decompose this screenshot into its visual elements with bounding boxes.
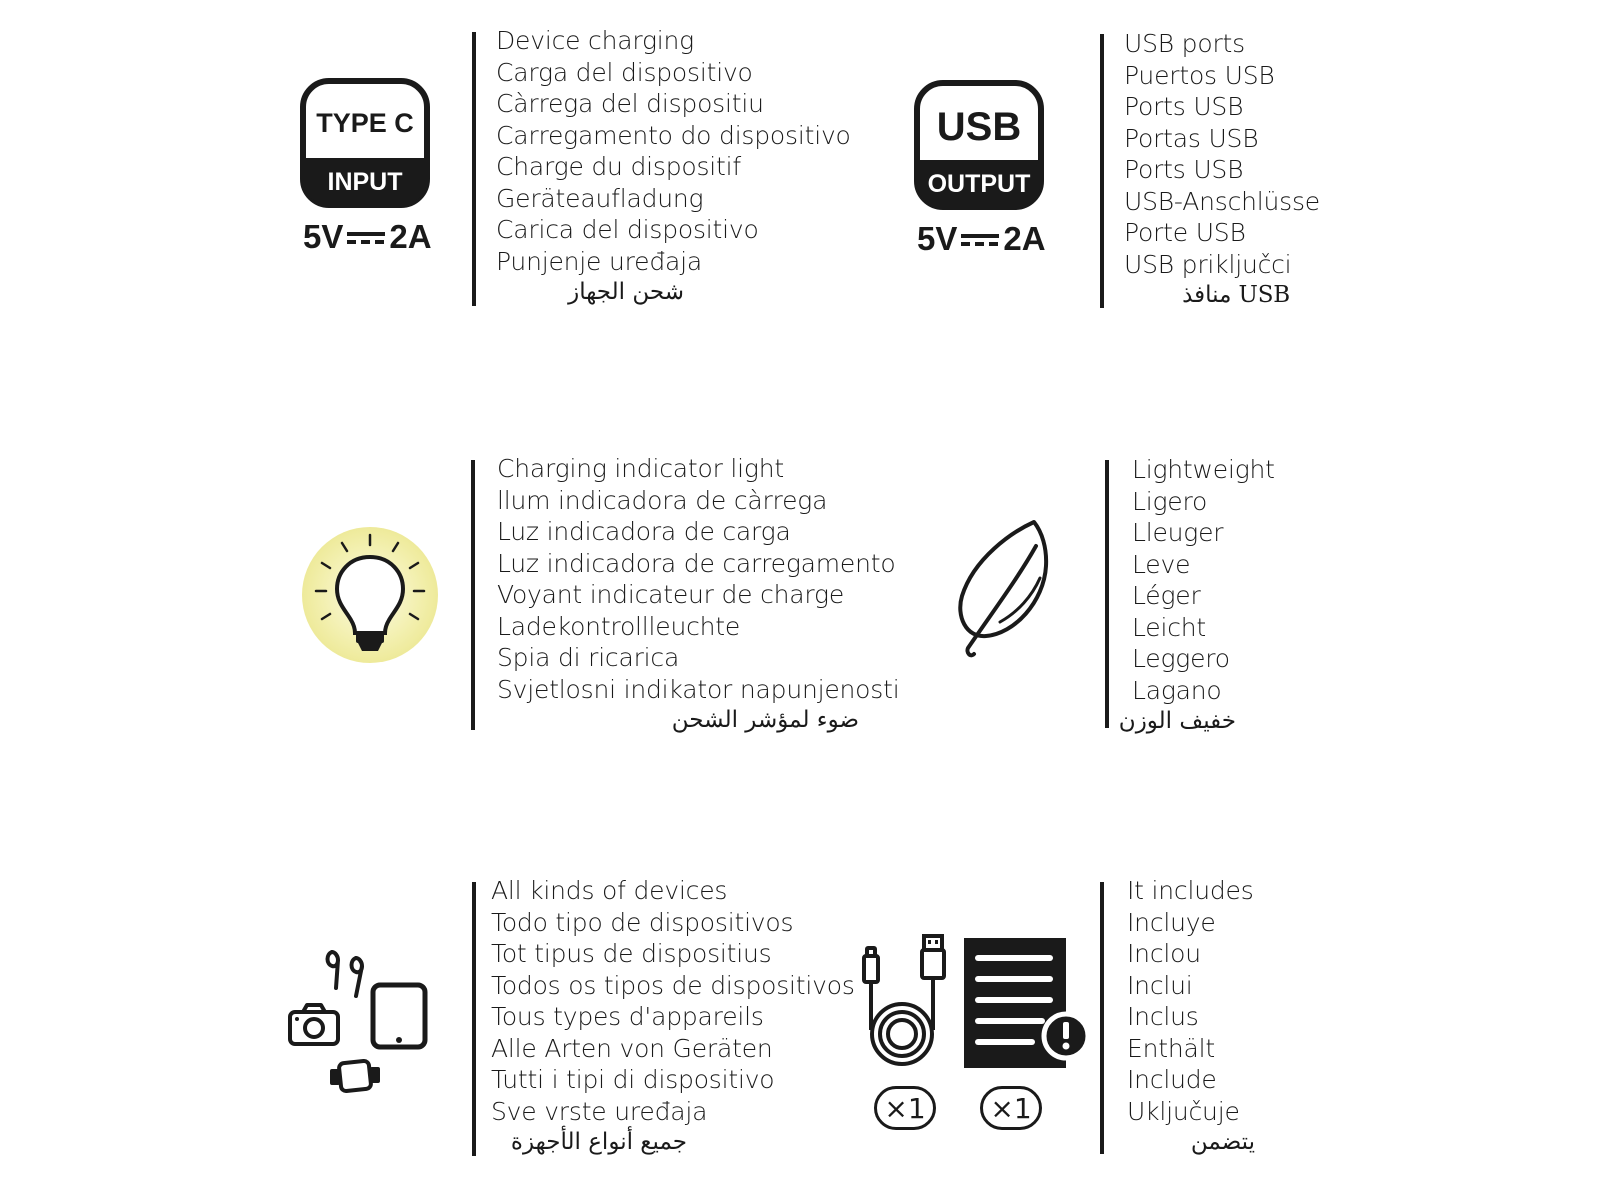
smartwatch-icon [326, 1057, 384, 1095]
list-item: Inclus [1127, 1002, 1199, 1031]
feather-icon [952, 518, 1062, 668]
list-item: Leggero [1132, 644, 1230, 673]
manual-icon [962, 936, 1090, 1072]
list-item: Tous types d'appareils [491, 1002, 764, 1031]
list-item: Inclou [1127, 939, 1201, 968]
list-item: Todos os tipos de dispositivos [491, 970, 855, 1000]
list-item: Luz indicadora de carregamento [497, 548, 896, 578]
list-item: Svjetlosni indikator napunjenosti [497, 674, 900, 704]
list-item: Ladekontrollleuchte [497, 611, 741, 641]
list-item: Lightweight [1132, 455, 1275, 484]
output-spec [917, 220, 1046, 258]
divider [472, 882, 476, 1156]
list-item: Carica del dispositivo [496, 215, 759, 244]
output-current: 2A [1003, 220, 1046, 257]
type-c-input-badge-icon [300, 78, 430, 208]
tablet-icon [370, 982, 428, 1050]
list-item: Portas USB [1124, 123, 1259, 153]
list-item: Spia di ricarica [497, 643, 680, 672]
list-item: Alle Arten von Geräten [491, 1033, 773, 1063]
camera-icon [287, 1002, 341, 1048]
list-item: Geräteaufladung [496, 183, 704, 213]
usb-cable-icon [858, 932, 950, 1068]
list-item: Uključuje [1127, 1096, 1240, 1126]
list-item: Ports USB [1124, 155, 1244, 184]
divider [1100, 882, 1104, 1154]
type-c-label: TYPE C [316, 108, 414, 138]
usb-output-badge-icon [914, 80, 1044, 210]
list-item: Lleuger [1132, 518, 1224, 547]
list-item: Leicht [1132, 612, 1207, 642]
arabic-line: شحن الجهاز [568, 279, 684, 305]
list-item: Ligero [1132, 486, 1208, 516]
indicator-text-list [497, 453, 899, 737]
usb-label: USB [936, 105, 1022, 149]
list-item: Todo tipo de dispositivos [491, 907, 794, 937]
list-item: Include [1127, 1065, 1217, 1094]
list-item: Charging indicator light [497, 454, 784, 483]
dc-symbol-icon [961, 231, 999, 249]
arabic-line: USB منافذ [1182, 282, 1290, 308]
output-label: OUTPUT [927, 170, 1031, 198]
input-text-list [496, 25, 851, 309]
list-item: USB-Anschlüsse [1124, 186, 1320, 216]
weight-text-list [1118, 454, 1275, 738]
includes-text-list [1127, 875, 1255, 1159]
input-current: 2A [389, 218, 432, 255]
list-item: It includes [1127, 876, 1254, 905]
list-item: Leve [1132, 549, 1191, 579]
manual-count-badge: ×1 [980, 1086, 1042, 1130]
arabic-line: خفيف الوزن [1118, 708, 1236, 734]
divider [1100, 34, 1104, 308]
cable-count-badge: ×1 [874, 1086, 936, 1130]
list-item: Puertos USB [1124, 60, 1275, 90]
arabic-line: جميع أنواع الأجهزة [510, 1129, 687, 1155]
list-item: Sve vrste uređaja [491, 1096, 708, 1126]
divider [472, 32, 476, 306]
list-item: USB priključci [1124, 249, 1292, 279]
output-text-list [1124, 28, 1320, 312]
input-spec [303, 218, 432, 256]
list-item: All kinds of devices [491, 876, 728, 905]
list-item: Device charging [496, 26, 694, 55]
list-item: Càrrega del dispositiu [496, 89, 764, 118]
list-item: Carregamento do dispositivo [496, 120, 851, 150]
divider [1105, 460, 1109, 728]
list-item: Léger [1132, 581, 1201, 610]
list-item: Voyant indicateur de charge [497, 580, 845, 609]
output-voltage: 5V [917, 220, 958, 257]
list-item: Charge du dispositif [496, 152, 741, 181]
input-voltage: 5V [303, 218, 344, 255]
list-item: Incluye [1127, 907, 1216, 937]
devices-text-list [491, 875, 855, 1159]
list-item: Carga del dispositivo [496, 57, 753, 87]
list-item: USB ports [1124, 29, 1245, 58]
list-item: Enthält [1127, 1033, 1215, 1063]
list-item: Lagano [1132, 675, 1222, 705]
arabic-line: يتضمن [1190, 1129, 1255, 1155]
dc-symbol-icon [347, 229, 385, 247]
lightbulb-icon [300, 525, 440, 665]
list-item: Inclui [1127, 970, 1193, 1000]
input-label: INPUT [327, 168, 403, 196]
arabic-line: ضوء لمؤشر الشحن [671, 707, 859, 733]
list-item: Luz indicadora de carga [497, 517, 791, 546]
list-item: llum indicadora de càrrega [497, 485, 828, 515]
list-item: Porte USB [1124, 218, 1246, 247]
list-item: Punjenje uređaja [496, 246, 702, 276]
divider [471, 460, 475, 730]
list-item: Tot tipus de dispositius [491, 939, 772, 968]
list-item: Tutti i tipi di dispositivo [491, 1065, 775, 1094]
list-item: Ports USB [1124, 92, 1244, 121]
